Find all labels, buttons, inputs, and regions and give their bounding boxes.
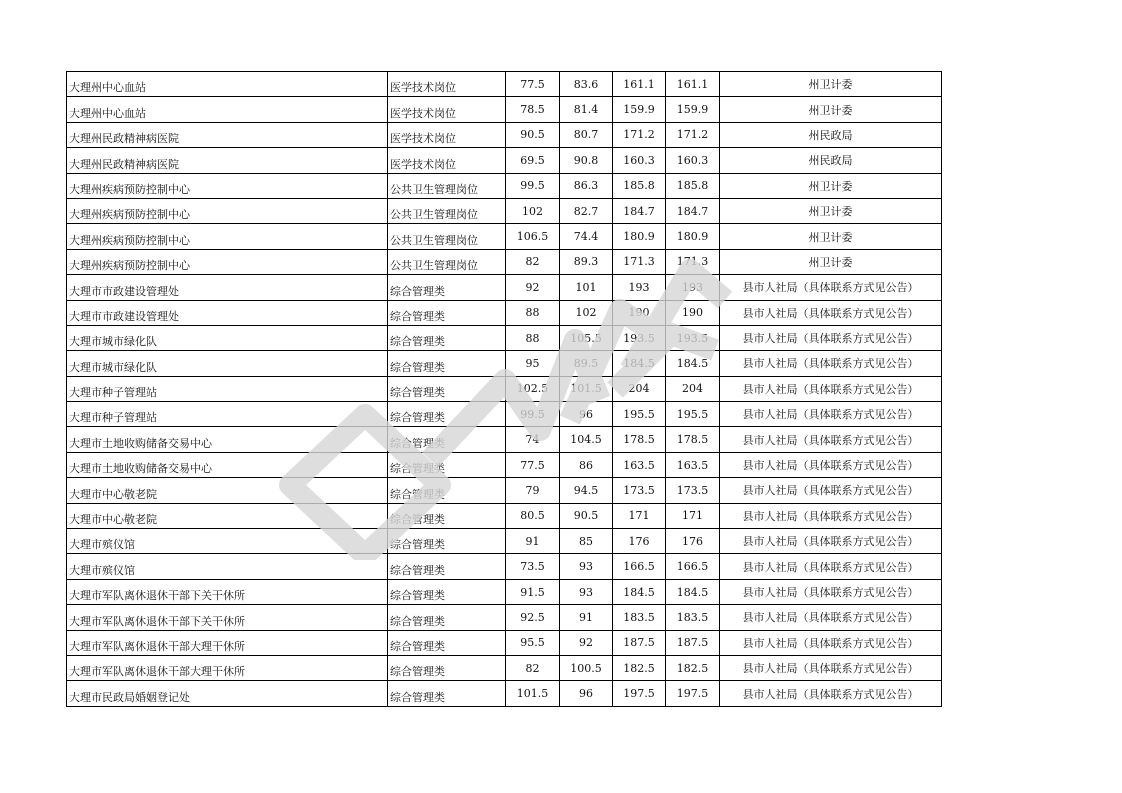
cell-total-score: 180.9 <box>613 224 666 249</box>
cell-department: 县市人社局（具体联系方式见公告） <box>720 605 942 630</box>
table-row <box>67 478 942 503</box>
cell-second-score: 83.6 <box>560 72 613 97</box>
table-row <box>67 681 942 706</box>
cell-department: 县市人社局（具体联系方式见公告） <box>720 452 942 477</box>
cell-post: 综合管理类 <box>388 579 506 604</box>
cell-written-score: 95 <box>506 351 560 376</box>
cell-unit: 大理市中心敬老院 <box>67 478 388 503</box>
cell-total-score: 190 <box>613 300 666 325</box>
table-row <box>67 300 942 325</box>
cell-total-score: 159.9 <box>613 97 666 122</box>
cell-second-score: 86.3 <box>560 173 613 198</box>
cell-written-score: 91 <box>506 529 560 554</box>
cell-final-score: 171 <box>666 503 720 528</box>
cell-second-score: 89.3 <box>560 249 613 274</box>
cell-written-score: 99.5 <box>506 402 560 427</box>
table-row <box>67 529 942 554</box>
cell-total-score: 182.5 <box>613 655 666 680</box>
cell-total-score: 183.5 <box>613 605 666 630</box>
cell-unit: 大理市军队离休退休干部大理干休所 <box>67 630 388 655</box>
cell-post: 综合管理类 <box>388 300 506 325</box>
table-row <box>67 503 942 528</box>
cell-department: 州卫计委 <box>720 72 942 97</box>
cell-department: 州民政局 <box>720 122 942 147</box>
cell-department: 州卫计委 <box>720 173 942 198</box>
score-table <box>66 71 942 707</box>
cell-post: 综合管理类 <box>388 275 506 300</box>
cell-post: 综合管理类 <box>388 351 506 376</box>
cell-post: 综合管理类 <box>388 402 506 427</box>
cell-post: 综合管理类 <box>388 529 506 554</box>
table-row <box>67 198 942 223</box>
cell-second-score: 104.5 <box>560 427 613 452</box>
cell-total-score: 173.5 <box>613 478 666 503</box>
cell-post: 综合管理类 <box>388 478 506 503</box>
cell-written-score: 102.5 <box>506 376 560 401</box>
cell-second-score: 100.5 <box>560 655 613 680</box>
cell-total-score: 184.7 <box>613 198 666 223</box>
cell-department: 县市人社局（具体联系方式见公告） <box>720 554 942 579</box>
cell-second-score: 92 <box>560 630 613 655</box>
cell-second-score: 94.5 <box>560 478 613 503</box>
cell-department: 县市人社局（具体联系方式见公告） <box>720 351 942 376</box>
cell-unit: 大理市土地收购储备交易中心 <box>67 452 388 477</box>
table-row <box>67 173 942 198</box>
cell-final-score: 171.2 <box>666 122 720 147</box>
cell-post: 公共卫生管理岗位 <box>388 249 506 274</box>
cell-post: 综合管理类 <box>388 452 506 477</box>
cell-unit: 大理州民政精神病医院 <box>67 122 388 147</box>
cell-final-score: 190 <box>666 300 720 325</box>
cell-unit: 大理市殡仪馆 <box>67 554 388 579</box>
cell-unit: 大理州疾病预防控制中心 <box>67 198 388 223</box>
table-row <box>67 579 942 604</box>
cell-total-score: 193 <box>613 275 666 300</box>
cell-unit: 大理市土地收购储备交易中心 <box>67 427 388 452</box>
cell-unit: 大理州疾病预防控制中心 <box>67 173 388 198</box>
cell-written-score: 92 <box>506 275 560 300</box>
cell-second-score: 96 <box>560 402 613 427</box>
cell-total-score: 171.2 <box>613 122 666 147</box>
cell-total-score: 187.5 <box>613 630 666 655</box>
cell-post: 综合管理类 <box>388 427 506 452</box>
cell-department: 州卫计委 <box>720 249 942 274</box>
cell-written-score: 77.5 <box>506 72 560 97</box>
cell-total-score: 185.8 <box>613 173 666 198</box>
cell-written-score: 69.5 <box>506 148 560 173</box>
cell-final-score: 182.5 <box>666 655 720 680</box>
cell-department: 州卫计委 <box>720 198 942 223</box>
cell-final-score: 166.5 <box>666 554 720 579</box>
cell-total-score: 171.3 <box>613 249 666 274</box>
cell-unit: 大理州中心血站 <box>67 72 388 97</box>
table-row <box>67 148 942 173</box>
cell-post: 综合管理类 <box>388 605 506 630</box>
table-row <box>67 275 942 300</box>
cell-department: 县市人社局（具体联系方式见公告） <box>720 579 942 604</box>
cell-written-score: 102 <box>506 198 560 223</box>
cell-department: 州卫计委 <box>720 224 942 249</box>
cell-total-score: 184.5 <box>613 351 666 376</box>
cell-post: 公共卫生管理岗位 <box>388 198 506 223</box>
cell-second-score: 80.7 <box>560 122 613 147</box>
table-row <box>67 655 942 680</box>
cell-second-score: 93 <box>560 554 613 579</box>
cell-department: 县市人社局（具体联系方式见公告） <box>720 681 942 706</box>
cell-total-score: 204 <box>613 376 666 401</box>
cell-final-score: 184.5 <box>666 351 720 376</box>
cell-department: 县市人社局（具体联系方式见公告） <box>720 478 942 503</box>
cell-final-score: 193.5 <box>666 325 720 350</box>
cell-second-score: 90.8 <box>560 148 613 173</box>
table-row <box>67 249 942 274</box>
cell-final-score: 185.8 <box>666 173 720 198</box>
cell-final-score: 173.5 <box>666 478 720 503</box>
cell-written-score: 77.5 <box>506 452 560 477</box>
cell-second-score: 91 <box>560 605 613 630</box>
cell-second-score: 105.5 <box>560 325 613 350</box>
cell-department: 县市人社局（具体联系方式见公告） <box>720 300 942 325</box>
cell-department: 县市人社局（具体联系方式见公告） <box>720 630 942 655</box>
cell-final-score: 163.5 <box>666 452 720 477</box>
cell-final-score: 204 <box>666 376 720 401</box>
cell-post: 医学技术岗位 <box>388 97 506 122</box>
cell-unit: 大理市城市绿化队 <box>67 351 388 376</box>
cell-written-score: 101.5 <box>506 681 560 706</box>
cell-final-score: 171.3 <box>666 249 720 274</box>
cell-unit: 大理州民政精神病医院 <box>67 148 388 173</box>
table-row <box>67 325 942 350</box>
cell-final-score: 195.5 <box>666 402 720 427</box>
cell-total-score: 193.5 <box>613 325 666 350</box>
table-row <box>67 427 942 452</box>
cell-department: 州民政局 <box>720 148 942 173</box>
cell-department: 县市人社局（具体联系方式见公告） <box>720 275 942 300</box>
cell-unit: 大理市市政建设管理处 <box>67 275 388 300</box>
cell-total-score: 195.5 <box>613 402 666 427</box>
cell-post: 综合管理类 <box>388 681 506 706</box>
cell-department: 县市人社局（具体联系方式见公告） <box>720 503 942 528</box>
cell-post: 综合管理类 <box>388 325 506 350</box>
cell-unit: 大理市市政建设管理处 <box>67 300 388 325</box>
cell-unit: 大理州疾病预防控制中心 <box>67 249 388 274</box>
cell-written-score: 95.5 <box>506 630 560 655</box>
cell-second-score: 81.4 <box>560 97 613 122</box>
cell-final-score: 184.5 <box>666 579 720 604</box>
cell-unit: 大理市民政局婚姻登记处 <box>67 681 388 706</box>
cell-written-score: 82 <box>506 655 560 680</box>
cell-written-score: 78.5 <box>506 97 560 122</box>
cell-unit: 大理市军队离休退休干部下关干休所 <box>67 605 388 630</box>
cell-post: 医学技术岗位 <box>388 148 506 173</box>
cell-second-score: 96 <box>560 681 613 706</box>
cell-unit: 大理州疾病预防控制中心 <box>67 224 388 249</box>
cell-final-score: 187.5 <box>666 630 720 655</box>
cell-total-score: 184.5 <box>613 579 666 604</box>
cell-second-score: 101 <box>560 275 613 300</box>
cell-final-score: 193 <box>666 275 720 300</box>
cell-final-score: 180.9 <box>666 224 720 249</box>
table-row <box>67 630 942 655</box>
table-row <box>67 351 942 376</box>
cell-written-score: 99.5 <box>506 173 560 198</box>
cell-final-score: 183.5 <box>666 605 720 630</box>
table-row <box>67 224 942 249</box>
table-row <box>67 554 942 579</box>
cell-post: 医学技术岗位 <box>388 122 506 147</box>
table-body <box>67 72 942 707</box>
cell-unit: 大理市军队离休退休干部下关干休所 <box>67 579 388 604</box>
cell-written-score: 79 <box>506 478 560 503</box>
cell-department: 县市人社局（具体联系方式见公告） <box>720 402 942 427</box>
cell-total-score: 178.5 <box>613 427 666 452</box>
cell-unit: 大理市殡仪馆 <box>67 529 388 554</box>
cell-second-score: 89.5 <box>560 351 613 376</box>
cell-unit: 大理市种子管理站 <box>67 402 388 427</box>
table-row <box>67 605 942 630</box>
cell-total-score: 171 <box>613 503 666 528</box>
cell-written-score: 80.5 <box>506 503 560 528</box>
cell-final-score: 161.1 <box>666 72 720 97</box>
cell-final-score: 159.9 <box>666 97 720 122</box>
cell-total-score: 163.5 <box>613 452 666 477</box>
cell-written-score: 88 <box>506 325 560 350</box>
cell-post: 综合管理类 <box>388 376 506 401</box>
cell-post: 综合管理类 <box>388 630 506 655</box>
cell-unit: 大理市种子管理站 <box>67 376 388 401</box>
cell-written-score: 91.5 <box>506 579 560 604</box>
cell-unit: 大理州中心血站 <box>67 97 388 122</box>
cell-final-score: 178.5 <box>666 427 720 452</box>
table-row <box>67 376 942 401</box>
cell-written-score: 82 <box>506 249 560 274</box>
cell-total-score: 160.3 <box>613 148 666 173</box>
cell-department: 州卫计委 <box>720 97 942 122</box>
cell-unit: 大理市中心敬老院 <box>67 503 388 528</box>
cell-written-score: 106.5 <box>506 224 560 249</box>
cell-unit: 大理市城市绿化队 <box>67 325 388 350</box>
cell-final-score: 176 <box>666 529 720 554</box>
cell-second-score: 85 <box>560 529 613 554</box>
cell-department: 县市人社局（具体联系方式见公告） <box>720 325 942 350</box>
cell-post: 医学技术岗位 <box>388 72 506 97</box>
cell-second-score: 74.4 <box>560 224 613 249</box>
cell-department: 县市人社局（具体联系方式见公告） <box>720 427 942 452</box>
cell-total-score: 166.5 <box>613 554 666 579</box>
cell-post: 综合管理类 <box>388 554 506 579</box>
table-row <box>67 122 942 147</box>
cell-post: 公共卫生管理岗位 <box>388 224 506 249</box>
cell-post: 综合管理类 <box>388 503 506 528</box>
cell-second-score: 82.7 <box>560 198 613 223</box>
cell-second-score: 101.5 <box>560 376 613 401</box>
cell-total-score: 161.1 <box>613 72 666 97</box>
cell-total-score: 176 <box>613 529 666 554</box>
table-row <box>67 97 942 122</box>
cell-post: 公共卫生管理岗位 <box>388 173 506 198</box>
table-row <box>67 72 942 97</box>
cell-written-score: 90.5 <box>506 122 560 147</box>
cell-department: 县市人社局（具体联系方式见公告） <box>720 376 942 401</box>
cell-final-score: 184.7 <box>666 198 720 223</box>
cell-post: 综合管理类 <box>388 655 506 680</box>
table-row <box>67 402 942 427</box>
table-row <box>67 452 942 477</box>
cell-department: 县市人社局（具体联系方式见公告） <box>720 529 942 554</box>
cell-second-score: 86 <box>560 452 613 477</box>
cell-written-score: 92.5 <box>506 605 560 630</box>
cell-final-score: 160.3 <box>666 148 720 173</box>
cell-second-score: 90.5 <box>560 503 613 528</box>
cell-unit: 大理市军队离休退休干部大理干休所 <box>67 655 388 680</box>
cell-final-score: 197.5 <box>666 681 720 706</box>
cell-written-score: 74 <box>506 427 560 452</box>
cell-department: 县市人社局（具体联系方式见公告） <box>720 655 942 680</box>
cell-second-score: 93 <box>560 579 613 604</box>
cell-second-score: 102 <box>560 300 613 325</box>
cell-written-score: 73.5 <box>506 554 560 579</box>
cell-written-score: 88 <box>506 300 560 325</box>
cell-total-score: 197.5 <box>613 681 666 706</box>
